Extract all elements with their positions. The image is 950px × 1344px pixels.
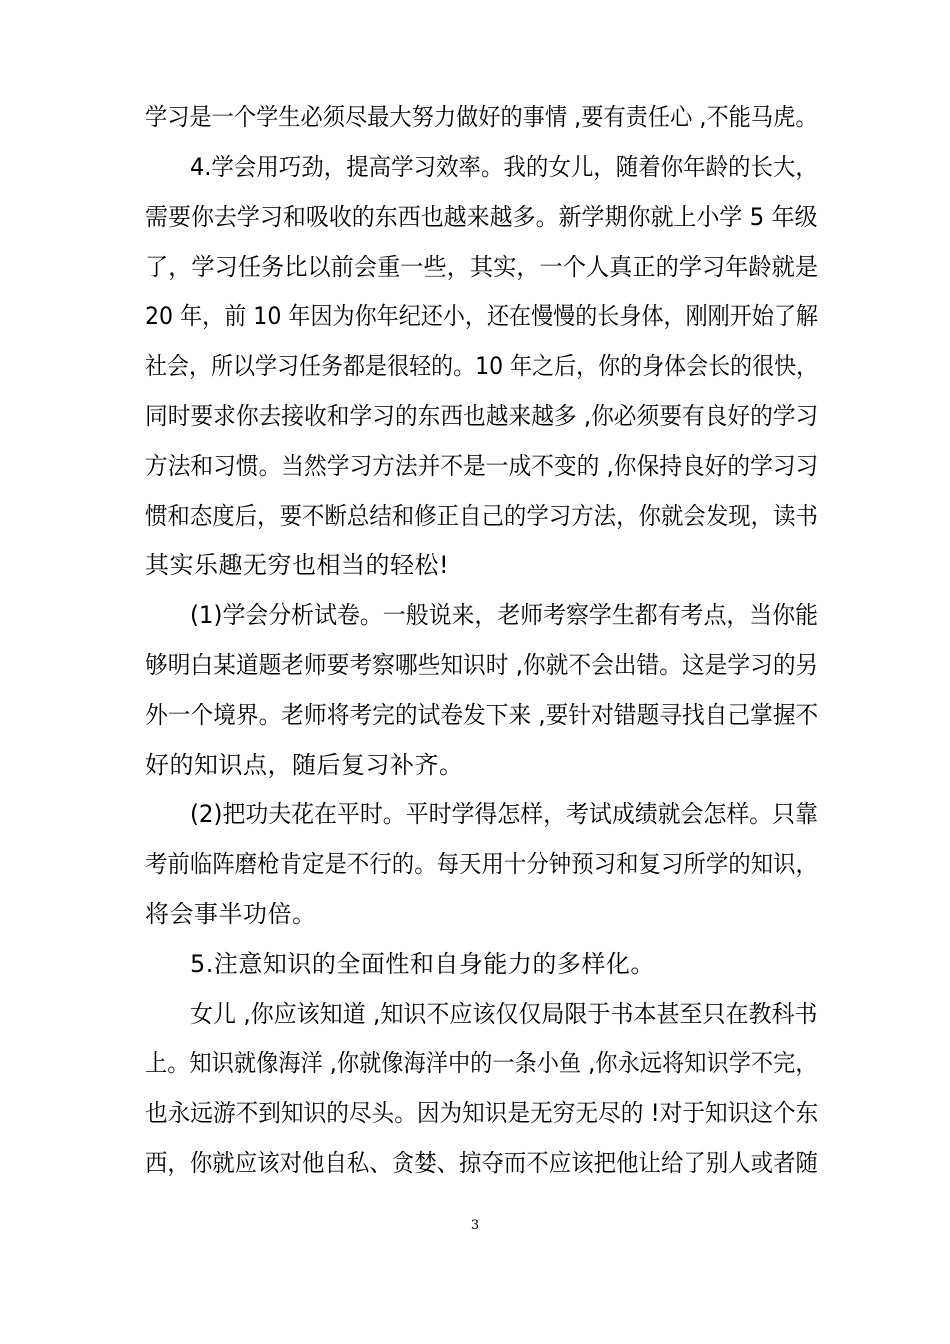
text-line: 4.学会用巧劲，提高学习效率。我的女儿，随着你年龄的长大， <box>190 153 818 181</box>
text-line: 上。知识就像海洋 ,你就像海洋中的一条小鱼 ,你永远将知识学不完， <box>145 1049 818 1077</box>
text-line: 将会事半功倍。 <box>145 900 317 928</box>
text-line: 好的知识点，随后复习补齐。 <box>145 751 464 779</box>
text-line: 也永远游不到知识的尽头。因为知识是无穷无尽的 !对于知识这个东 <box>145 1099 819 1127</box>
text-line: 社会，所以学习任务都是很轻的。10 年之后，你的身体会长的很快， <box>145 352 819 380</box>
page-number: 3 <box>470 1218 480 1233</box>
text-line: 西，你就应该对他自私、贪婪、掠夺而不应该把他让给了别人或者随 <box>145 1149 818 1177</box>
text-line: 其实乐趣无穷也相当的轻松! <box>145 551 450 579</box>
text-line: 考前临阵磨枪肯定是不行的。每天用十分钟预习和复习所学的知识， <box>145 850 818 878</box>
text-line: 同时要求你去接收和学习的东西也越来越多 ,你必须要有良好的学习 <box>145 402 819 430</box>
text-line: 5.注意知识的全面性和自身能力的多样化。 <box>190 950 655 978</box>
text-line: 女儿 ,你应该知道 ,知识不应该仅仅局限于书本甚至只在教科书 <box>190 1000 818 1028</box>
text-line: 够明白某道题老师要考察哪些知识时 ,你就不会出错。这是学习的另 <box>145 651 819 679</box>
text-line: 外一个境界。老师将考完的试卷发下来 ,要针对错题寻找自己掌握不 <box>145 701 819 729</box>
text-line: 20 年，前 10 年因为你年纪还小，还在慢慢的长身体，刚刚开始了解 <box>145 302 818 330</box>
text-line: (1)学会分析试卷。一般说来，老师考察学生都有考点，当你能 <box>190 601 818 629</box>
text-line: 学习是一个学生必须尽最大努力做好的事情 ,要有责任心 ,不能马虎。 <box>145 103 818 131</box>
text-line: 需要你去学习和吸收的东西也越来越多。新学期你就上小学 5 年级 <box>145 203 818 231</box>
text-line: (2)把功夫花在平时。平时学得怎样，考试成绩就会怎样。只靠 <box>190 800 818 828</box>
text-line: 方法和习惯。当然学习方法并不是一成不变的 ,你保持良好的学习习 <box>145 452 819 480</box>
text-line: 了，学习任务比以前会重一些，其实，一个人真正的学习年龄就是 <box>145 253 819 281</box>
text-line: 惯和态度后，要不断总结和修正自己的学习方法，你就会发现，读书 <box>145 502 818 530</box>
